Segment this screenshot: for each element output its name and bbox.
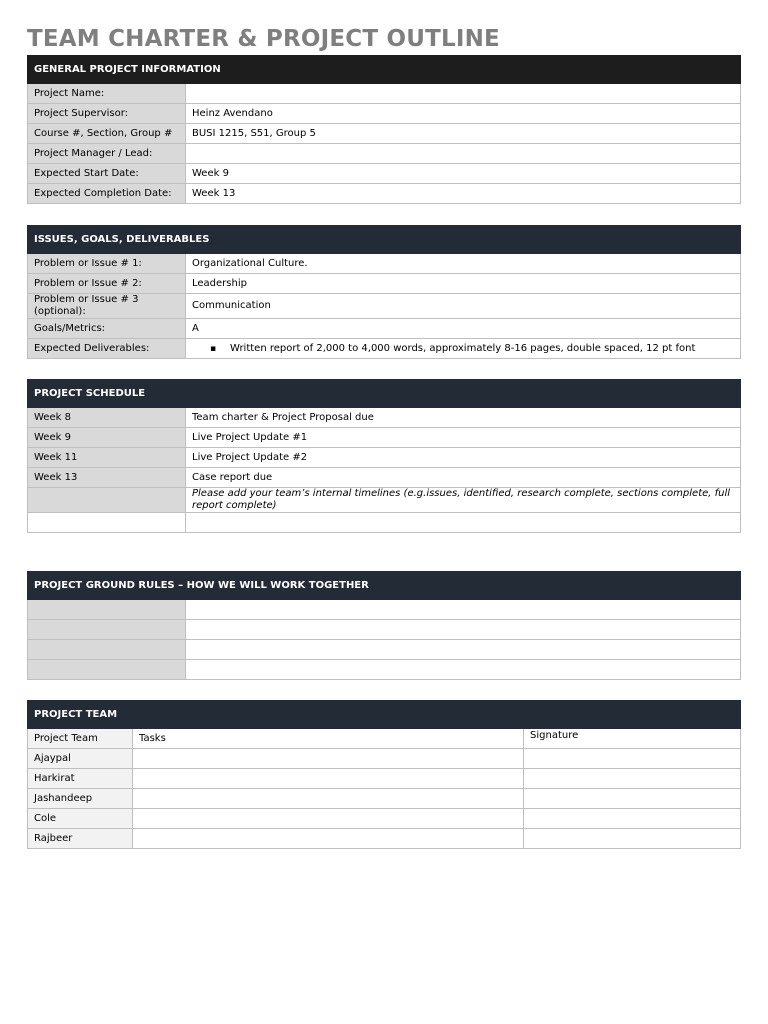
table-row [28, 254, 741, 274]
column-header-signature: Signature [524, 729, 741, 749]
team-member-name: Rajbeer [28, 829, 133, 849]
issue-2-field[interactable]: Leadership [186, 274, 741, 294]
table-row [28, 184, 741, 204]
deliverables-field[interactable] [186, 339, 741, 359]
team-member-name: Jashandeep [28, 789, 133, 809]
schedule-item[interactable]: Live Project Update #1 [186, 428, 741, 448]
tasks-cell[interactable] [133, 809, 524, 829]
table-row [28, 729, 741, 749]
rule-label-cell[interactable] [28, 640, 186, 660]
row-label: Expected Start Date: [28, 164, 186, 184]
project-team-table [27, 700, 741, 849]
table-row [28, 274, 741, 294]
table-row [28, 660, 741, 680]
row-label: Course #, Section, Group # [28, 124, 186, 144]
row-label: Week 8 [28, 408, 186, 428]
table-row [28, 408, 741, 428]
team-member-name: Harkirat [28, 769, 133, 789]
project-team-header: PROJECT TEAM [28, 701, 524, 729]
issue-3-field[interactable]: Communication [186, 294, 741, 319]
rule-label-cell[interactable] [28, 600, 186, 620]
signature-cell[interactable] [524, 809, 741, 829]
start-date-field[interactable]: Week 9 [186, 164, 741, 184]
schedule-table [27, 379, 741, 533]
issues-goals-table [27, 225, 741, 359]
table-row [28, 769, 741, 789]
schedule-item[interactable]: Team charter & Project Proposal due [186, 408, 741, 428]
project-name-field[interactable] [186, 84, 741, 104]
table-row [28, 829, 741, 849]
completion-date-field[interactable]: Week 13 [186, 184, 741, 204]
column-header-member: Project Team [28, 729, 133, 749]
table-row [28, 319, 741, 339]
schedule-instructions[interactable]: Please add your team’s internal timelines (e.g.issues, identified, research complete, sections complete, full report complete) [186, 488, 741, 513]
goals-metrics-field[interactable]: A [186, 319, 741, 339]
rule-text-cell[interactable] [186, 660, 741, 680]
row-label: Problem or Issue # 1: [28, 254, 186, 274]
tasks-cell[interactable] [133, 769, 524, 789]
row-label: Project Manager / Lead: [28, 144, 186, 164]
row-label: Project Supervisor: [28, 104, 186, 124]
table-row [28, 339, 741, 359]
signature-cell[interactable] [524, 749, 741, 769]
table-row [28, 144, 741, 164]
project-team-header-blank [524, 701, 741, 729]
schedule-item[interactable]: Case report due [186, 468, 741, 488]
row-label [28, 488, 186, 513]
row-label: Expected Deliverables: [28, 339, 186, 359]
general-info-header: GENERAL PROJECT INFORMATION [28, 56, 741, 84]
rule-label-cell[interactable] [28, 660, 186, 680]
table-row [28, 620, 741, 640]
rule-text-cell[interactable] [186, 620, 741, 640]
table-row [28, 124, 741, 144]
course-section-group-field[interactable]: BUSI 1215, S51, Group 5 [186, 124, 741, 144]
row-label: Expected Completion Date: [28, 184, 186, 204]
tasks-cell[interactable] [133, 829, 524, 849]
team-member-name: Cole [28, 809, 133, 829]
signature-cell[interactable] [524, 789, 741, 809]
team-member-name: Ajaypal [28, 749, 133, 769]
project-manager-field[interactable] [186, 144, 741, 164]
project-supervisor-field[interactable]: Heinz Avendano [186, 104, 741, 124]
rule-text-cell[interactable] [186, 640, 741, 660]
table-row [28, 164, 741, 184]
row-label: Week 9 [28, 428, 186, 448]
tasks-cell[interactable] [133, 789, 524, 809]
bullet-icon: ▪ [210, 343, 217, 354]
table-row [28, 809, 741, 829]
table-row [28, 749, 741, 769]
ground-rules-table [27, 571, 741, 680]
schedule-item[interactable] [186, 513, 741, 533]
table-row [28, 468, 741, 488]
row-label: Week 13 [28, 468, 186, 488]
table-row [28, 294, 741, 319]
signature-cell[interactable] [524, 829, 741, 849]
table-row [28, 640, 741, 660]
table-row [28, 448, 741, 468]
table-row [28, 104, 741, 124]
issue-1-field[interactable]: Organizational Culture. [186, 254, 741, 274]
row-label: Goals/Metrics: [28, 319, 186, 339]
ground-rules-header: PROJECT GROUND RULES – HOW WE WILL WORK TOGETHER [28, 572, 741, 600]
row-label: Problem or Issue # 3 (optional): [28, 294, 186, 319]
schedule-header: PROJECT SCHEDULE [28, 380, 741, 408]
general-info-table [27, 55, 741, 204]
row-label: Week 11 [28, 448, 186, 468]
table-row [28, 428, 741, 448]
table-row [28, 600, 741, 620]
row-label: Problem or Issue # 2: [28, 274, 186, 294]
table-row [28, 488, 741, 513]
rule-text-cell[interactable] [186, 600, 741, 620]
signature-cell[interactable] [524, 769, 741, 789]
issues-goals-header: ISSUES, GOALS, DELIVERABLES [28, 226, 741, 254]
deliverable-text: Written report of 2,000 to 4,000 words, approximately 8-16 pages, double spaced, 12 pt font [230, 342, 696, 354]
table-row [28, 789, 741, 809]
table-row [28, 84, 741, 104]
page-title: TEAM CHARTER & PROJECT OUTLINE [27, 26, 500, 52]
rule-label-cell[interactable] [28, 620, 186, 640]
schedule-item[interactable]: Live Project Update #2 [186, 448, 741, 468]
row-label[interactable] [28, 513, 186, 533]
column-header-tasks: Tasks [133, 729, 524, 749]
row-label: Project Name: [28, 84, 186, 104]
tasks-cell[interactable] [133, 749, 524, 769]
table-row [28, 513, 741, 533]
